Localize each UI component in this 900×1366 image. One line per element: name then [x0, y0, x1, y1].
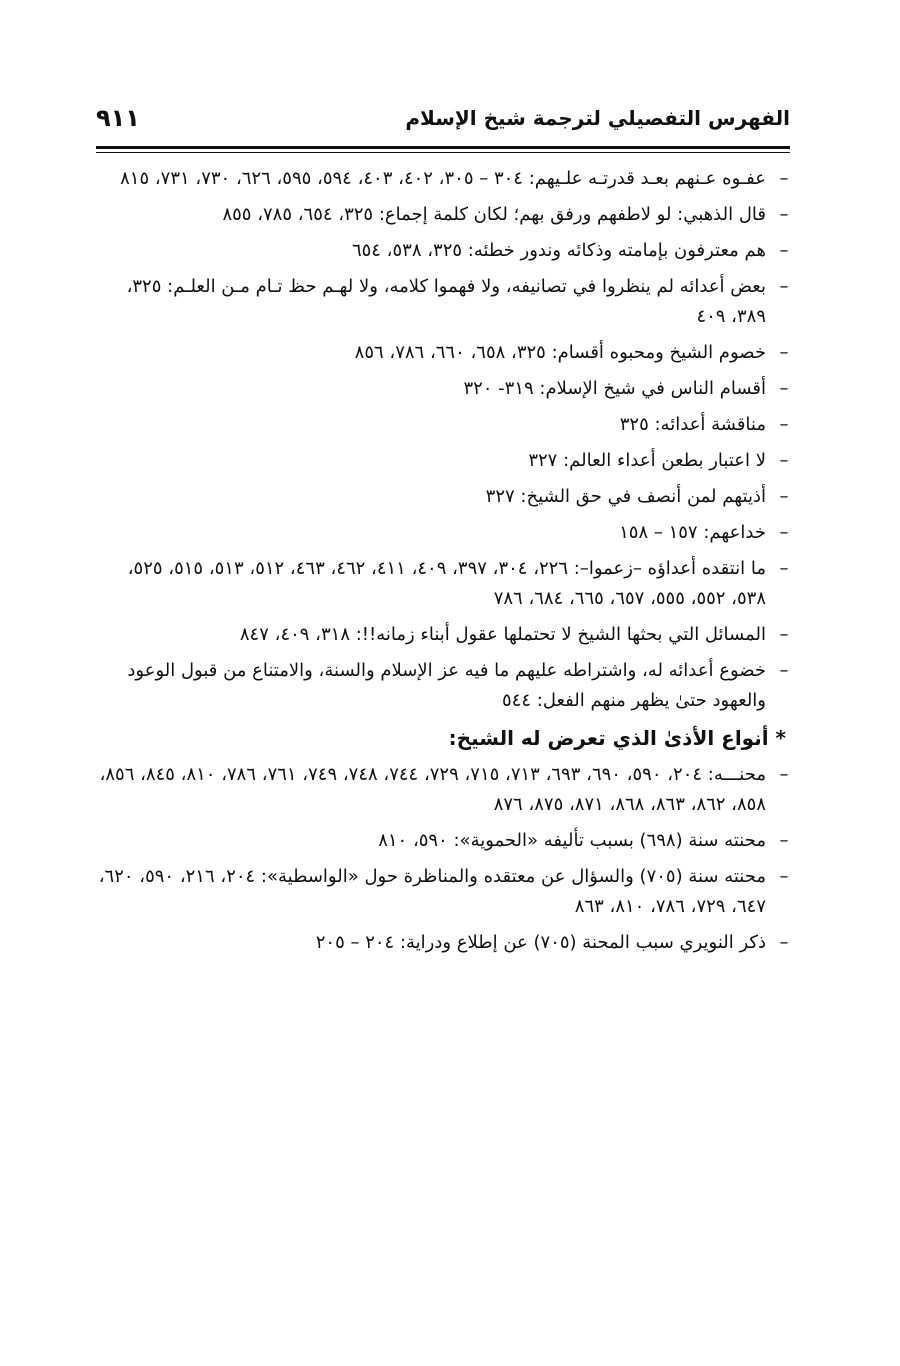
running-title: الفهرس التفصيلي لترجمة شيخ الإسلام	[405, 106, 790, 130]
index-entry	[96, 928, 794, 958]
entry-dash: –	[779, 764, 789, 785]
entry-text: بعض أعدائه لم ينظروا في تصانيفه، ولا فهموا كلامه، ولا لهـم حظ تـام مـن العلـم: ٣٢٥، ٣٨٩، ٤٠٩	[126, 276, 766, 327]
index-entry	[96, 554, 794, 614]
entry-text: محنته سنة (٧٠٥) والسؤال عن معتقده والمناظرة حول «الواسطية»: ٢٠٤، ٢١٦، ٥٩٠، ٦٢٠، ٦٤٧، ٧٢٩، ٧٨٦، ٨١٠، ٨٦٣	[98, 866, 766, 917]
entry-dash: –	[779, 276, 789, 297]
entry-text: لا اعتبار بطعن أعداء العالم: ٣٢٧	[528, 450, 766, 471]
header-rule	[96, 146, 790, 149]
index-entry	[96, 410, 794, 440]
index-entry	[96, 760, 794, 820]
entry-text: المسائل التي بحثها الشيخ لا تحتملها عقول أبناء زمانه!!: ٣١٨، ٤٠٩، ٨٤٧	[239, 624, 766, 645]
entry-dash: –	[779, 866, 789, 887]
index-entry	[96, 200, 794, 230]
entry-text: خداعهم: ١٥٧ – ١٥٨	[619, 522, 766, 543]
entry-dash: –	[779, 204, 789, 225]
entry-text: عفـوه عـنهم بعـد قدرتـه علـيهم: ٣٠٤ – ٣٠٥، ٤٠٢، ٤٠٣، ٥٩٤، ٥٩٥، ٦٢٦، ٧٣٠، ٧٣١، ٨١٥	[120, 168, 766, 189]
entry-text: خضوع أعدائه له، واشتراطه عليهم ما فيه عز الإسلام والسنة، والامتناع من قبول الوعود والعهود حتىٰ يظهر منهم الفعل: ٥٤٤	[127, 660, 766, 711]
index-entry	[96, 862, 794, 922]
index-entry	[96, 236, 794, 266]
entry-dash: –	[779, 932, 789, 953]
entry-dash: –	[779, 624, 789, 645]
entry-dash: –	[779, 660, 789, 681]
section-heading: * أنواع الأذىٰ الذي تعرض له الشيخ:	[448, 726, 786, 750]
entry-text: محنـــه: ٢٠٤، ٥٩٠، ٦٩٠، ٦٩٣، ٧١٣، ٧١٥، ٧٢٩، ٧٤٤، ٧٤٨، ٧٤٩، ٧٦١، ٧٨٦، ٨١٠، ٨٤٥، ٨٥٦، ٨٥٨، ٨٦٢، ٨٦٣، ٨٦٨، ٨٧١، ٨٧٥، ٨٧٦	[99, 764, 766, 815]
entry-dash: –	[779, 522, 789, 543]
entry-text: قال الذهبي: لو لاطفهم ورفق بهم؛ لكان كلمة إجماع: ٣٢٥، ٦٥٤، ٧٨٥، ٨٥٥	[222, 204, 766, 225]
entry-dash: –	[779, 342, 789, 363]
index-entry	[96, 826, 794, 856]
entry-dash: –	[779, 414, 789, 435]
entry-text: هم معترفون بإمامته وذكائه وندور خطئه: ٣٢٥، ٥٣٨، ٦٥٤	[351, 240, 766, 261]
entry-text: ما انتقده أعداؤه –زعموا–: ٢٢٦، ٣٠٤، ٣٩٧، ٤٠٩، ٤١١، ٤٦٢، ٤٦٣، ٥١٢، ٥١٣، ٥١٥، ٥٢٥، ٥٣٨، ٥٥٢، ٥٥٥، ٦٥٧، ٦٦٥، ٦٨٤، ٧٨٦	[127, 558, 766, 609]
header-rule-thin	[96, 152, 790, 153]
entry-dash: –	[779, 240, 789, 261]
entry-dash: –	[779, 486, 789, 507]
entry-text: أذيتهم لمن أنصف في حق الشيخ: ٣٢٧	[485, 486, 766, 507]
index-entry	[96, 446, 794, 476]
index-entry	[96, 164, 794, 194]
entry-text: خصوم الشيخ ومحبوه أقسام: ٣٢٥، ٦٥٨، ٦٦٠، ٧٨٦، ٨٥٦	[354, 342, 766, 363]
index-entries	[96, 164, 794, 964]
entry-dash: –	[779, 378, 789, 399]
entry-text: محنته سنة (٦٩٨) بسبب تأليفه «الحموية»: ٥٩٠، ٨١٠	[378, 830, 766, 851]
index-entry	[96, 482, 794, 512]
entry-dash: –	[779, 450, 789, 471]
index-entry	[96, 338, 794, 368]
entry-text: أقسام الناس في شيخ الإسلام: ٣١٩- ٣٢٠	[463, 378, 766, 399]
index-entry	[96, 272, 794, 332]
index-entry	[96, 518, 794, 548]
entry-dash: –	[779, 168, 789, 189]
entry-dash: –	[779, 830, 789, 851]
index-entry	[96, 374, 794, 404]
page-number: ٩١١	[96, 104, 140, 132]
index-entry	[96, 656, 794, 716]
entry-dash: –	[779, 558, 789, 579]
running-header	[96, 104, 790, 146]
entry-text: مناقشة أعدائه: ٣٢٥	[619, 414, 766, 435]
index-entry	[96, 620, 794, 650]
entry-text: ذكر النويري سبب المحنة (٧٠٥) عن إطلاع ودراية: ٢٠٤ – ٢٠٥	[315, 932, 766, 953]
